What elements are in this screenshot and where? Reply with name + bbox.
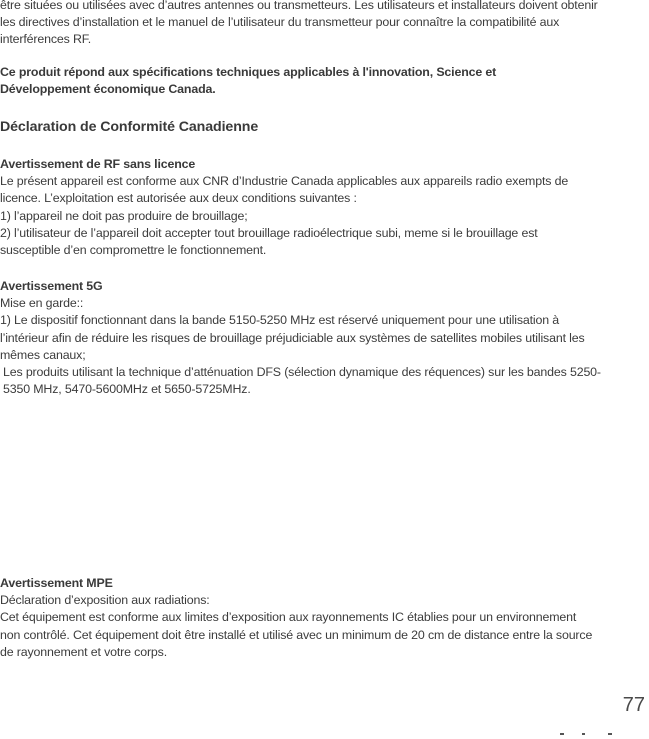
compliance-line: Ce produit répond aux spécifications techniques applicables à l'innovation, Science et xyxy=(0,65,497,79)
rf-section-line: Le présent appareil est conforme aux CNR d’Industrie Canada applicables aux appareils radio exempts de xyxy=(0,174,569,189)
intro-line: être situées ou utilisées avec d’autres antennes ou transmetteurs. Les utilisateurs et installateurs doivent obtenir xyxy=(0,0,598,12)
rf-section-line: susceptible d’en compromettre le fonctionnement. xyxy=(0,243,267,258)
mpe-section xyxy=(0,575,645,661)
compliance-line: Développement économique Canada. xyxy=(0,82,216,97)
five-g-section-line: 1) Le dispositif fonctionnant dans la bande 5150-5250 MHz est réservé uniquement pour une utilisation à xyxy=(0,313,560,328)
page-title: Déclaration de Conformité Canadienne xyxy=(0,119,259,135)
footer-divider xyxy=(560,733,630,737)
dfs-note-line: Les produits utilisant la technique d’atténuation DFS (sélection dynamique des réquences) sur les bandes 5250- xyxy=(3,365,601,379)
rf-section-line: 1) l’appareil ne doit pas produire de brouillage; xyxy=(0,208,248,223)
mpe-section-line: Déclaration d’exposition aux radiations: xyxy=(0,593,210,608)
mpe-section-line: de rayonnement et votre corps. xyxy=(0,644,167,659)
rf-section-line: licence. L’exploitation est autorisée aux deux conditions suivantes : xyxy=(0,191,357,206)
five-g-section-line: Mise en garde:: xyxy=(0,296,84,311)
five-g-section xyxy=(0,278,645,364)
five-g-section-line: l’intérieur afin de réduire les risques de brouillage préjudiciable aux systèmes de satellites mobiles utilisant les xyxy=(0,330,585,345)
rf-section-line: 2) l’utilisateur de l’appareil doit accepter tout brouillage radioélectrique subi, meme si le brouillage est xyxy=(0,225,538,240)
mpe-section-line: non contrôlé. Cet équipement doit être installé et utilisé avec un minimum de 20 cm de distance entre la source xyxy=(0,627,593,642)
intro-line: les directives d’installation et le manuel de l’utilisateur du transmetteur pour connaître la compatibilité aux xyxy=(0,15,560,30)
mpe-section-line: Cet équipement est conforme aux limites d’exposition aux rayonnements IC établies pour un environnement xyxy=(0,610,577,625)
rf-section-title: Avertissement de RF sans licence xyxy=(0,157,196,171)
mpe-section-title: Avertissement MPE xyxy=(0,576,113,590)
rf-section xyxy=(0,156,645,259)
five-g-section-title: Avertissement 5G xyxy=(0,279,103,293)
intro-paragraph xyxy=(0,0,645,49)
dfs-note xyxy=(3,364,648,398)
five-g-section-line: mêmes canaux; xyxy=(0,347,86,362)
page-number: 77 xyxy=(622,694,645,716)
compliance-statement xyxy=(0,64,645,98)
intro-line: interférences RF. xyxy=(0,32,92,47)
dfs-note-line: 5350 MHz, 5470-5600MHz et 5650-5725MHz. xyxy=(3,382,251,397)
